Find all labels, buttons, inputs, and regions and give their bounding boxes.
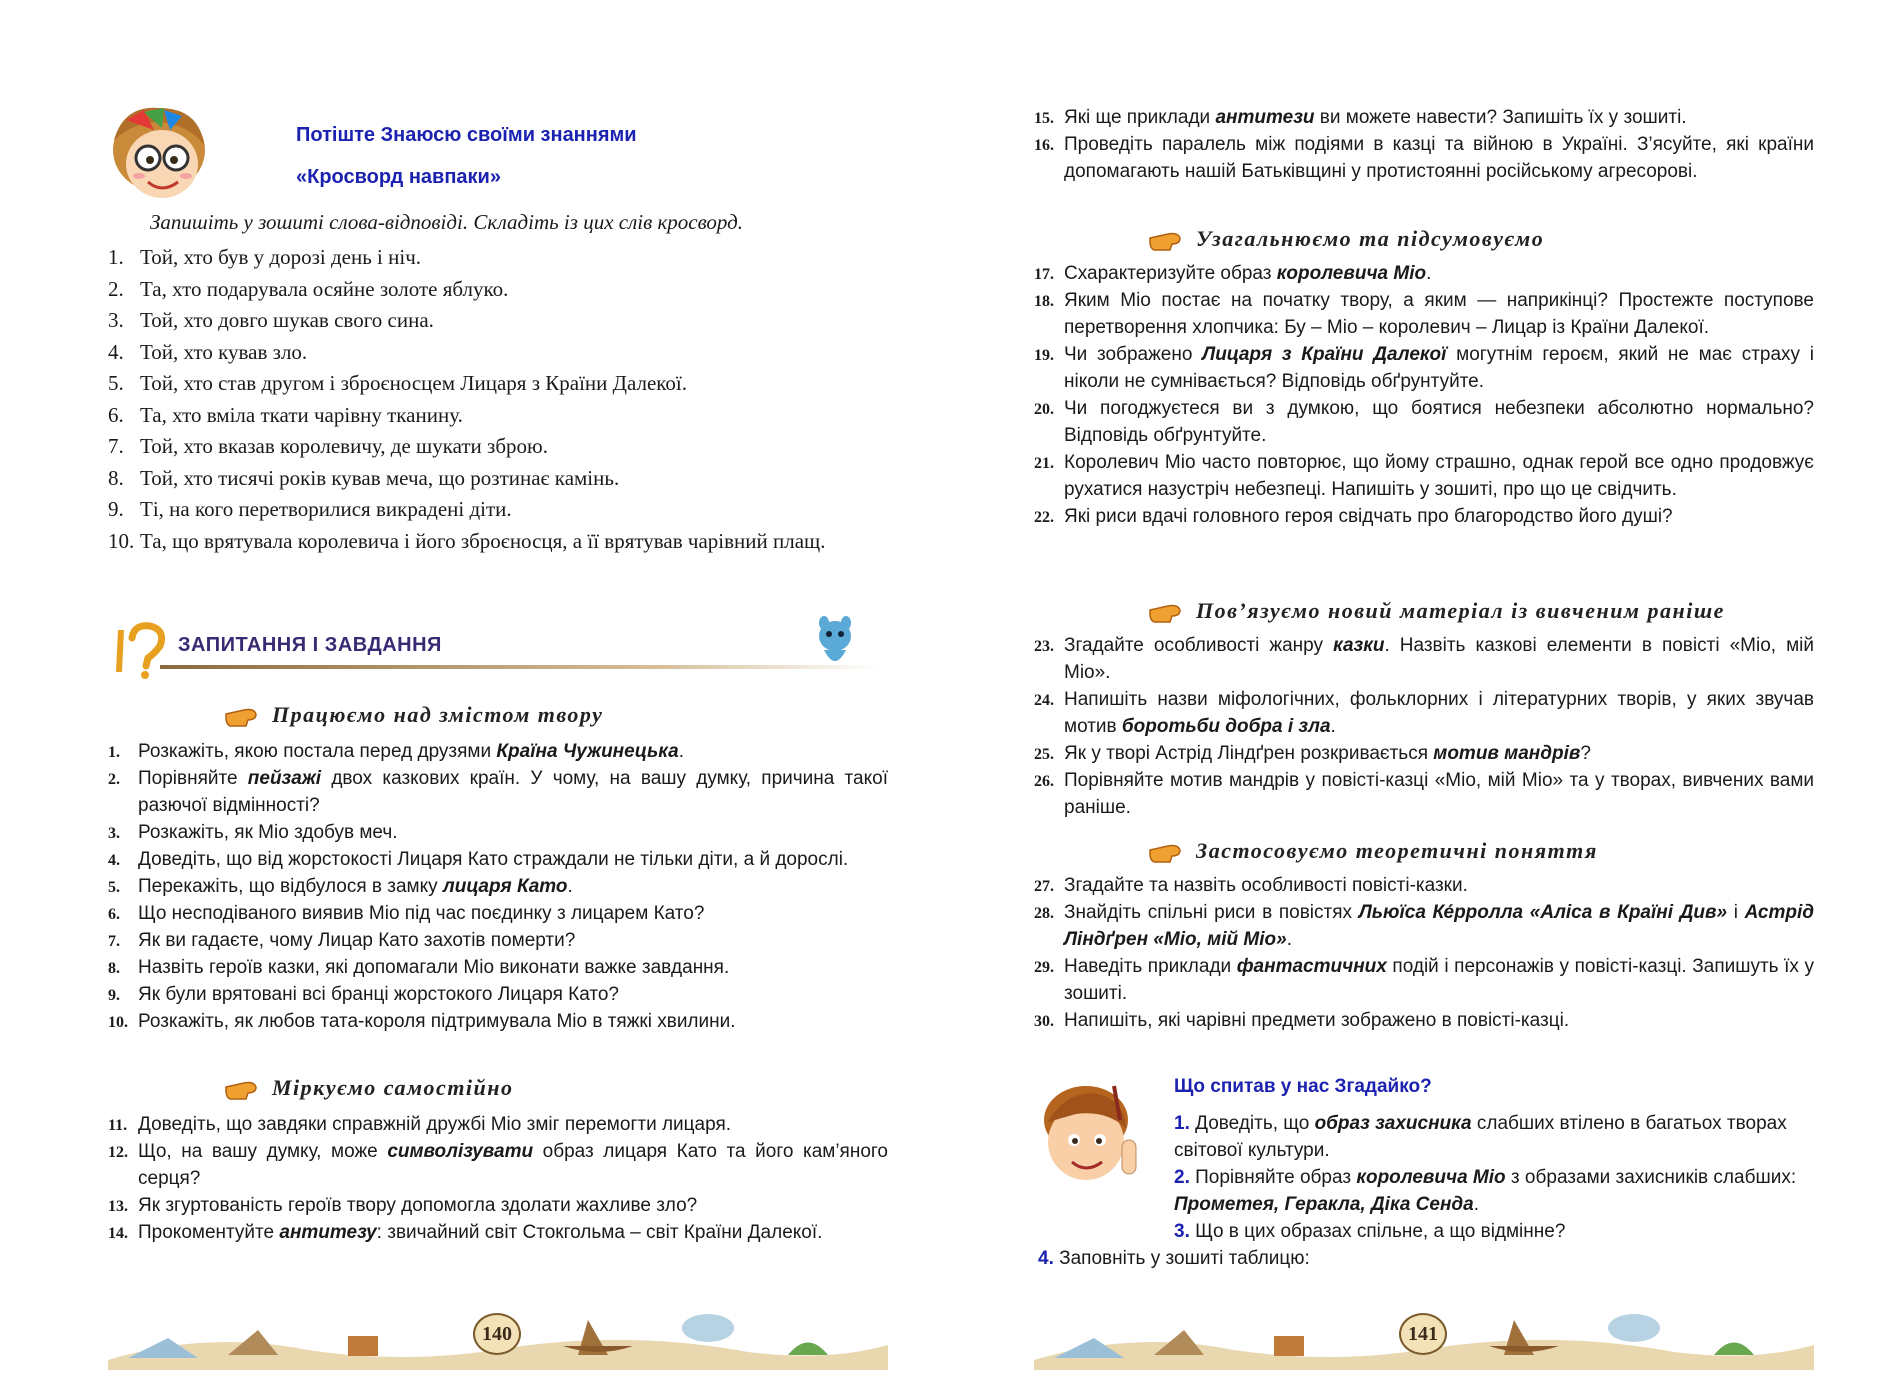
- question-number: 5.: [108, 879, 120, 896]
- question-text: Чи погоджуєтеся ви з думкою, що боятися небезпеки абсолютно нормально? Відповідь обґрунтуйте.: [1064, 398, 1814, 446]
- question-item: [1034, 632, 1814, 686]
- question-item: [1034, 260, 1814, 287]
- question-number: 15.: [1034, 110, 1054, 127]
- question-number: 13.: [108, 1198, 128, 1215]
- question-number: 3.: [108, 825, 120, 842]
- item-text: Та, хто вміла ткати чарівну тканину.: [140, 402, 463, 427]
- question-number: 7.: [108, 933, 120, 950]
- list-item: [108, 494, 868, 526]
- question-text: : звичайний світ Стокгольма – світ Країни Далекої.: [376, 1222, 823, 1243]
- emphasized-term: символізувати: [387, 1141, 534, 1162]
- emphasized-term: антитези: [1215, 107, 1315, 128]
- question-text: Як ви гадаєте, чому Лицар Като захотів померти?: [138, 930, 576, 951]
- girl-avatar-icon: [104, 100, 214, 210]
- question-text: Порівняйте образ: [1195, 1167, 1357, 1188]
- question-text: Порівняйте: [138, 768, 248, 789]
- page-footer: [108, 1300, 888, 1370]
- question-item: [1034, 953, 1814, 1007]
- blue-creature-icon: [810, 616, 860, 674]
- question-number: 26.: [1034, 773, 1054, 790]
- question-number: 17.: [1034, 266, 1054, 283]
- question-item: [1034, 395, 1814, 449]
- question-item: [108, 1192, 888, 1219]
- boy-avatar-icon: [1036, 1080, 1146, 1190]
- question-text: .: [1286, 929, 1292, 950]
- list-item: [108, 526, 868, 558]
- question-mark-icon: [110, 620, 170, 680]
- section-heading-summary: [1148, 226, 1544, 252]
- question-item: [108, 873, 888, 900]
- section-heading-theory: [1148, 838, 1598, 864]
- emphasized-term: мотив мандрів: [1433, 743, 1581, 764]
- zgadayko-title: Що спитав у нас Згадайко?: [1174, 1076, 1432, 1097]
- question-item: [1034, 341, 1814, 395]
- question-number: 14.: [108, 1225, 128, 1242]
- question-text: з образами захисників слабших:: [1505, 1167, 1797, 1188]
- question-text: Як у творі Астрід Ліндґрен розкривається: [1064, 743, 1434, 764]
- question-text: Які риси вдачі головного героя свідчать про благородство його душі?: [1064, 506, 1673, 527]
- question-item: [108, 1008, 888, 1035]
- emphasized-term: антитезу: [279, 1222, 377, 1243]
- pointing-hand-icon: [224, 1079, 258, 1101]
- item-number: 10.: [108, 528, 135, 553]
- question-text: Доведіть, що завдяки справжній дружбі Міо зміг перемогти лицаря.: [138, 1114, 732, 1135]
- question-number: 10.: [108, 1014, 128, 1031]
- item-text: Той, хто кував зло.: [140, 339, 308, 364]
- section-heading-text: Пов’язуємо новий матеріал із вивченим раніше: [1196, 598, 1725, 623]
- question-item: [1034, 686, 1814, 740]
- question-item: [1034, 740, 1814, 767]
- question-text: Схарактеризуйте образ: [1064, 263, 1277, 284]
- questions-list-2-continued: [1034, 104, 1814, 185]
- question-number: 24.: [1034, 692, 1054, 709]
- question-text: Згадайте та назвіть особливості повісті-казки.: [1064, 875, 1468, 896]
- question-number: 21.: [1034, 455, 1054, 472]
- question-text: Доведіть, що від жорстокості Лицаря Като страждали не тільки діти, а й дорослі.: [138, 849, 849, 870]
- section-heading-text: Працюємо над змістом твору: [272, 702, 604, 727]
- question-item: [108, 927, 888, 954]
- question-number: 22.: [1034, 509, 1054, 526]
- question-number: 3.: [1174, 1221, 1190, 1242]
- questions-list-4: [1034, 632, 1814, 821]
- pointing-hand-icon: [1148, 602, 1182, 624]
- question-number: 19.: [1034, 347, 1054, 364]
- question-text: .: [1473, 1194, 1480, 1215]
- question-number: 23.: [1034, 638, 1054, 655]
- question-text: Чи зображено: [1064, 344, 1203, 365]
- question-text: Заповніть у зошиті таблицю:: [1059, 1248, 1310, 1269]
- banner-divider: [160, 665, 880, 669]
- question-number: 2.: [1174, 1167, 1190, 1188]
- section-heading-text: Міркуємо самостійно: [272, 1075, 514, 1100]
- question-item: [108, 738, 888, 765]
- page-number: 141: [1399, 1313, 1447, 1355]
- list-item: [108, 337, 868, 369]
- question-number: 18.: [1034, 293, 1054, 310]
- zgadayko-question-item: [1038, 1245, 1738, 1272]
- emphasized-term: Прометея, Геракла, Діка Сенда: [1174, 1194, 1474, 1215]
- section-subtitle: «Кросворд навпаки»: [296, 166, 501, 188]
- question-item: [108, 765, 888, 819]
- question-item: [1034, 449, 1814, 503]
- question-item: [1034, 131, 1814, 185]
- question-text: могутнім героєм, який не має страху і ніколи не сумнівається? Відповідь обґрунтуйте.: [1064, 344, 1814, 392]
- question-item: [108, 900, 888, 927]
- question-text: Розкажіть, як Міо здобув меч.: [138, 822, 398, 843]
- questions-banner: [110, 620, 880, 680]
- emphasized-term: казки: [1333, 635, 1385, 656]
- item-text: Та, хто подарувала осяйне золоте яблуко.: [140, 276, 509, 301]
- question-text: Які ще приклади: [1064, 107, 1216, 128]
- question-number: 16.: [1034, 137, 1054, 154]
- questions-list-3: [1034, 260, 1814, 530]
- question-text: Знайдіть спільні риси в повістях: [1064, 902, 1359, 923]
- question-text: .: [1426, 263, 1432, 284]
- list-item: [108, 368, 868, 400]
- question-item: [1034, 287, 1814, 341]
- section-heading-text: Узагальнюємо та підсумовуємо: [1196, 226, 1545, 251]
- question-text: ?: [1580, 743, 1591, 764]
- list-item: [108, 463, 868, 495]
- list-item: [108, 431, 868, 463]
- question-text: ви можете навести? Запишіть їх у зошиті.: [1314, 107, 1687, 128]
- question-item: [108, 981, 888, 1008]
- item-number: 3.: [108, 308, 124, 332]
- page-number: 140: [473, 1313, 521, 1355]
- item-text: Той, хто довго шукав свого сина.: [140, 308, 434, 332]
- emphasized-term: боротьби добра і зла: [1121, 716, 1331, 737]
- emphasized-term: лицаря Като: [442, 876, 568, 897]
- question-number: 30.: [1034, 1013, 1054, 1030]
- question-item: [108, 846, 888, 873]
- question-item: [108, 1111, 888, 1138]
- item-text: Ті, на кого перетворилися викрадені діти.: [140, 497, 512, 521]
- list-item: [108, 400, 868, 432]
- list-item: [108, 242, 868, 274]
- question-text: подій і персонажів у повісті-казці. Запишуть їх у зошиті.: [1064, 956, 1814, 1004]
- question-number: 27.: [1034, 878, 1054, 895]
- question-number: 1.: [108, 744, 120, 761]
- question-text: Яким Міо постає на початку твору, а яким — наприкінці? Простежте поступове перетворення хлопчика: Бу – Міо – королевич – Лицар із Країни Далекої.: [1064, 290, 1814, 338]
- emphasized-term: образ захисника: [1314, 1113, 1472, 1134]
- question-text: Назвіть героїв казки, які допомагали Міо виконати важке завдання.: [138, 957, 730, 978]
- question-text: Як згуртованість героїв твору допомогла здолати жахливе зло?: [138, 1195, 698, 1216]
- emphasized-term: Країна Чужинецька: [496, 741, 679, 762]
- banner-title: ЗАПИТАННЯ І ЗАВДАННЯ: [178, 634, 442, 656]
- question-item: [1034, 872, 1814, 899]
- question-text: Королевич Міо часто повторює, що йому страшно, однак герой все одно продовжує рухатися назустріч небезпеці. Напишіть у зошиті, про що це свідчить.: [1064, 452, 1814, 500]
- section-heading-independent: [224, 1075, 514, 1101]
- question-number: 6.: [108, 906, 120, 923]
- questions-list-1: [108, 738, 888, 1035]
- question-number: 1.: [1174, 1113, 1190, 1134]
- section-heading-connect: [1148, 598, 1725, 624]
- question-text: двох казкових країн. У чому, на вашу думку, причина такої разючої відмінності?: [138, 768, 888, 816]
- item-text: Той, хто тисячі років кував меча, що розтинає камінь.: [140, 465, 620, 490]
- emphasized-term: фантастичних: [1236, 956, 1387, 977]
- question-text: Наведіть приклади: [1064, 956, 1237, 977]
- item-number: 6.: [108, 402, 124, 427]
- question-text: .: [567, 876, 573, 897]
- question-number: 4.: [1038, 1248, 1054, 1269]
- question-number: 28.: [1034, 905, 1054, 922]
- crossword-instruction: Запишіть у зошиті слова-відповіді. Складіть із цих слів кросворд.: [150, 210, 744, 234]
- question-text: Як були врятовані всі бранці жорстокого Лицаря Като?: [138, 984, 619, 1005]
- question-text: слабших втілено в багатьох творах світової культури.: [1174, 1113, 1787, 1161]
- question-text: Розкажіть, якою постала перед друзями: [138, 741, 497, 762]
- item-text: Та, що врятувала королевича і його зброєносця, а її врятував чарівний плащ.: [140, 528, 826, 553]
- list-item: [108, 305, 868, 337]
- question-item: [108, 819, 888, 846]
- questions-list-2: [108, 1111, 888, 1246]
- question-number: 29.: [1034, 959, 1054, 976]
- question-item: [1034, 767, 1814, 821]
- question-number: 25.: [1034, 746, 1054, 763]
- question-item: [1034, 104, 1814, 131]
- emphasized-term: королевича Міо: [1276, 263, 1427, 284]
- question-text: . Назвіть казкові елементи в повісті «Міо, мій Міо».: [1064, 635, 1814, 683]
- emphasized-term: пейзажі: [247, 768, 322, 789]
- question-text: Доведіть, що: [1195, 1113, 1315, 1134]
- question-text: .: [678, 741, 684, 762]
- question-number: 20.: [1034, 401, 1054, 418]
- question-item: [108, 954, 888, 981]
- pointing-hand-icon: [224, 706, 258, 728]
- zgadayko-question-item: [1174, 1164, 1814, 1218]
- question-text: Розкажіть, як любов тата-короля підтримувала Міо в тяжкі хвилини.: [138, 1011, 736, 1032]
- question-text: Що несподіваного виявив Міо під час поєдинку з лицарем Като?: [138, 903, 705, 924]
- question-item: [1034, 1007, 1814, 1034]
- question-text: Напишіть назви міфологічних, фольклорних і літературних творів, у яких звучав мотив: [1064, 689, 1814, 737]
- item-number: 7.: [108, 434, 124, 458]
- item-text: Той, хто вказав королевичу, де шукати зброю.: [140, 434, 548, 458]
- right-page: [952, 0, 1904, 1400]
- emphasized-term: Астрід Ліндґрен «Міо, мій Міо»: [1064, 902, 1814, 950]
- emphasized-term: Льюїса Ке́рролла «Аліса в Країні Див»: [1358, 902, 1728, 923]
- section-heading-text: Застосовуємо теоретичні поняття: [1196, 838, 1598, 863]
- questions-list-5: [1034, 872, 1814, 1034]
- question-number: 12.: [108, 1144, 128, 1161]
- question-text: образ лицаря Като та його кам’яного серця?: [138, 1141, 888, 1189]
- item-text: Той, хто став другом і зброєносцем Лицаря з Країни Далекої.: [140, 371, 687, 395]
- item-number: 1.: [108, 245, 124, 269]
- item-number: 5.: [108, 371, 124, 395]
- question-text: Перекажіть, що відбулося в замку: [138, 876, 443, 897]
- question-text: Що, на вашу думку, може: [138, 1141, 388, 1162]
- question-number: 2.: [108, 771, 120, 788]
- question-text: Порівняйте мотив мандрів у повісті-казці «Міо, мій Міо» та у творах, вивчених вами раніше.: [1064, 770, 1814, 818]
- question-text: Згадайте особливості жанру: [1064, 635, 1334, 656]
- pointing-hand-icon: [1148, 842, 1182, 864]
- item-number: 2.: [108, 276, 124, 301]
- item-text: Той, хто був у дорозі день і ніч.: [140, 245, 422, 269]
- question-text: Що в цих образах спільне, а що відмінне?: [1195, 1221, 1566, 1242]
- question-number: 9.: [108, 987, 120, 1004]
- item-number: 4.: [108, 339, 124, 364]
- item-number: 8.: [108, 465, 124, 490]
- crossword-list: [108, 242, 868, 557]
- question-item: [108, 1138, 888, 1192]
- question-item: [1034, 899, 1814, 953]
- question-text: Прокоментуйте: [138, 1222, 280, 1243]
- question-item: [1034, 503, 1814, 530]
- question-item: [108, 1219, 888, 1246]
- emphasized-term: Лицаря з Країни Далекої: [1202, 344, 1447, 365]
- question-text: Напишіть, які чарівні предмети зображено в повісті-казці.: [1064, 1010, 1570, 1031]
- item-number: 9.: [108, 497, 124, 521]
- question-text: і: [1727, 902, 1745, 923]
- pointing-hand-icon: [1148, 230, 1182, 252]
- question-number: 8.: [108, 960, 120, 977]
- question-number: 11.: [108, 1117, 128, 1134]
- page-footer: [1034, 1300, 1814, 1370]
- question-text: Проведіть паралель між подіями в казці та війною в Україні. З’ясуйте, які країни допомагають нашій Батьківщині у протистоянні російському агресорові.: [1064, 134, 1814, 182]
- emphasized-term: королевича Міо: [1356, 1167, 1506, 1188]
- question-number: 4.: [108, 852, 120, 869]
- question-text: .: [1330, 716, 1336, 737]
- zgadayko-question-item: [1174, 1110, 1814, 1164]
- list-item: [108, 274, 868, 306]
- section-heading-content: [224, 702, 603, 728]
- zgadayko-question-item: [1174, 1218, 1814, 1245]
- section-title: Потіште Знаюсю своїми знаннями: [296, 124, 637, 146]
